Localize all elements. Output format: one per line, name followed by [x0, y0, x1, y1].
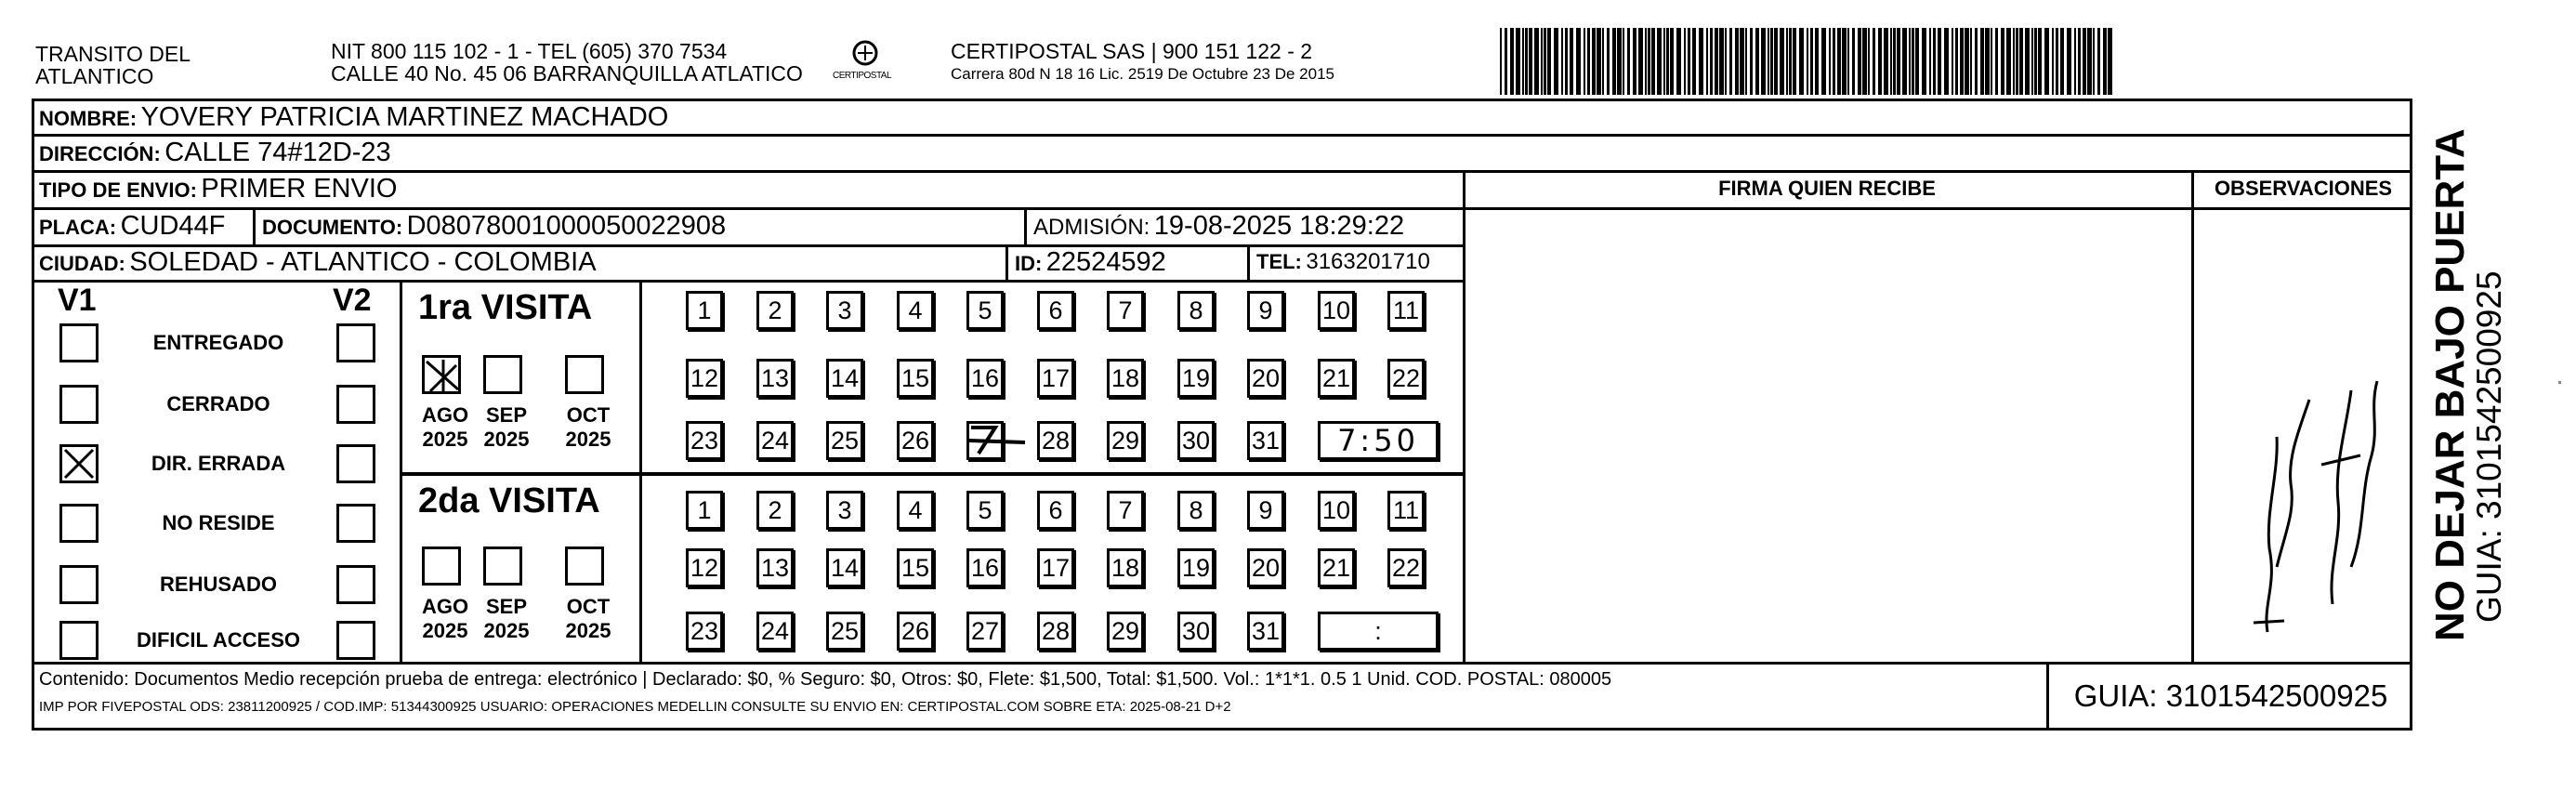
barcode-bar	[1912, 28, 1914, 95]
day-box-5[interactable]: 5	[966, 291, 1004, 330]
barcode-bar	[1862, 28, 1867, 95]
id-row	[1015, 247, 1166, 278]
day-box-1[interactable]: 1	[686, 291, 723, 330]
day-box-8[interactable]: 8	[1177, 491, 1215, 530]
direccion-label: DIRECCIÓN:	[39, 142, 161, 165]
first-visit-title: 1ra VISITA	[418, 288, 593, 327]
admision-label: ADMISIÓN:	[1033, 215, 1150, 240]
v2-checkbox[interactable]	[336, 504, 375, 543]
day-box-28[interactable]: 28	[1037, 421, 1074, 460]
day-box-5[interactable]: 5	[966, 491, 1004, 530]
barcode-bar	[1815, 28, 1819, 95]
barcode-bar	[2067, 28, 2071, 95]
checkmark-x-icon	[62, 447, 96, 481]
tel-row	[1256, 249, 1430, 275]
v1-label: V1	[58, 283, 97, 318]
day-box-4[interactable]: 4	[897, 291, 934, 330]
day-box-21[interactable]: 21	[1318, 548, 1355, 587]
tel-value: 3163201710	[1306, 249, 1430, 274]
day-box-29[interactable]: 29	[1107, 612, 1144, 651]
courier-license: Carrera 80d N 18 16 Lic. 2519 De Octubre 23 De 2015	[951, 65, 1334, 83]
barcode-bar	[1529, 28, 1532, 95]
barcode-bar	[1710, 28, 1713, 95]
barcode-bar	[1617, 28, 1622, 95]
sender-nit-line: NIT 800 115 102 - 1 - TEL (605) 370 7534	[331, 39, 728, 63]
day-box-25[interactable]: 25	[826, 421, 863, 460]
day-box-21[interactable]: 21	[1318, 359, 1355, 398]
day-box-16[interactable]: 16	[966, 548, 1004, 587]
year-label: 2025	[483, 619, 530, 642]
barcode-bar	[1852, 28, 1855, 95]
barcode-bar	[1592, 28, 1596, 95]
barcode-bar	[1633, 28, 1636, 95]
barcode-bar	[1676, 28, 1681, 95]
barcode-bar	[1833, 28, 1835, 95]
year-label: 2025	[565, 619, 611, 642]
barcode-bar	[1799, 28, 1804, 95]
observation-handwriting	[2212, 325, 2398, 641]
barcode-bar	[2093, 28, 2095, 95]
barcode-bar	[1651, 28, 1655, 95]
barcode-bar	[1576, 28, 1581, 95]
barcode-bar	[1837, 28, 1841, 95]
sender-address-line: CALLE 40 No. 45 06 BARRANQUILLA ATLATICO	[331, 61, 803, 86]
barcode-bar	[1868, 28, 1870, 95]
barcode-bar	[1970, 28, 1972, 95]
month-box[interactable]	[422, 355, 461, 394]
time-box[interactable]	[1318, 421, 1439, 460]
direccion-row	[39, 138, 391, 168]
sender-name: TRANSITO DEL ATLANTICO	[35, 42, 191, 88]
day-box-30[interactable]: 30	[1177, 421, 1215, 460]
barcode-bar	[1985, 28, 1990, 95]
barcode-bar	[1902, 28, 1907, 95]
barcode-bar	[1786, 28, 1788, 95]
day-box-23[interactable]: 23	[686, 612, 723, 651]
day-box-17[interactable]: 17	[1037, 359, 1074, 398]
barcode-bar	[1878, 28, 1882, 95]
month-label: SEP	[485, 403, 528, 427]
barcode-bar	[1670, 28, 1674, 95]
year-label: 2025	[422, 428, 468, 451]
v1-checkbox[interactable]	[59, 504, 99, 543]
day-box-10[interactable]: 10	[1318, 291, 1355, 330]
barcode-bar	[1645, 28, 1647, 95]
barcode-bar	[2031, 28, 2033, 95]
day-box-6[interactable]: 6	[1037, 491, 1074, 530]
barcode-bar	[1929, 28, 1931, 95]
barcode-bar	[1793, 28, 1796, 95]
day-box-29[interactable]: 29	[1107, 421, 1144, 460]
v2-label: V2	[333, 283, 372, 318]
year-label: 2025	[483, 428, 530, 451]
barcode-bar	[1789, 28, 1792, 95]
barcode-bar	[1547, 28, 1551, 95]
barcode-bar	[1725, 28, 1727, 95]
barcode-bar	[1715, 28, 1718, 95]
month-label: OCT	[566, 403, 611, 427]
id-label: ID:	[1015, 252, 1043, 275]
barcode-bar	[1602, 28, 1604, 95]
v2-checkbox[interactable]	[336, 444, 375, 483]
day-box-10[interactable]: 10	[1318, 491, 1355, 530]
nombre-row	[39, 102, 668, 133]
barcode-bar	[1933, 28, 1936, 95]
scan-speck	[2558, 381, 2561, 384]
day-box-14[interactable]: 14	[826, 359, 863, 398]
barcode-bar	[2019, 28, 2023, 95]
barcode-bar	[1688, 28, 1690, 95]
status-label: REHUSADO	[160, 573, 277, 596]
v1-checkbox[interactable]	[59, 385, 99, 424]
day-box-16[interactable]: 16	[966, 359, 1004, 398]
barcode-bar	[1541, 28, 1543, 95]
day-box-24[interactable]: 24	[756, 421, 794, 460]
barcode-bar	[1768, 28, 1769, 95]
id-value: 22524592	[1045, 247, 1166, 277]
barcode-bar	[1565, 28, 1568, 95]
barcode-bar	[1810, 28, 1813, 95]
month-label: SEP	[485, 595, 528, 618]
barcode-bar	[1909, 28, 1911, 95]
barcode-bar	[2087, 28, 2092, 95]
day-box-13[interactable]: 13	[756, 359, 794, 398]
barcode-bar	[1770, 28, 1773, 95]
barcode-bar	[1829, 28, 1831, 95]
day-box-31[interactable]: 31	[1247, 612, 1284, 651]
month-box[interactable]	[565, 546, 604, 586]
logo-text: CERTIPOSTAL	[833, 71, 892, 81]
day-box-27[interactable]: 27	[966, 612, 1004, 651]
month-label: OCT	[566, 595, 611, 618]
barcode-bar	[1890, 28, 1892, 95]
year-label: 2025	[565, 428, 611, 451]
contenido-line: Contenido: Documentos Medio recepción prueba de entrega: electrónico | Declarado: $0, % Seguro: $0, Otros: $0, Flete: $1,500, Total: $1,500. Vol.: 1*1*1. 0.5 1 Unid. COD. POSTAL: 080005	[39, 669, 1612, 690]
barcode-bar	[1584, 28, 1585, 95]
firma-header: FIRMA QUIEN RECIBE	[1718, 177, 1936, 200]
day-box-28[interactable]: 28	[1037, 612, 1074, 651]
barcode-bar	[1842, 28, 1847, 95]
barcode-bar	[1684, 28, 1686, 95]
barcode-bar	[1570, 28, 1573, 95]
day-box-3[interactable]: 3	[826, 291, 863, 330]
barcode-bar	[1745, 28, 1747, 95]
barcode-bar	[1750, 28, 1753, 95]
barcode-bar	[1522, 28, 1524, 95]
ciudad-value: SOLEDAD - ATLANTICO - COLOMBIA	[129, 247, 597, 277]
barcode-bar	[1627, 28, 1630, 95]
day-box-25[interactable]: 25	[826, 612, 863, 651]
month-box[interactable]	[565, 355, 604, 394]
side-warning: NO DEJAR BAJO PUERTA	[2427, 128, 2473, 641]
day-box-30[interactable]: 30	[1177, 612, 1215, 651]
v2-checkbox[interactable]	[336, 621, 375, 660]
day-box-19[interactable]: 19	[1177, 548, 1215, 587]
barcode-bar	[2052, 28, 2054, 95]
barcode-bar	[1534, 28, 1539, 95]
day-box-7[interactable]: 7	[1107, 291, 1144, 330]
barcode-bar	[2083, 28, 2086, 95]
documento-row	[262, 211, 726, 242]
day-box-2[interactable]: 2	[756, 291, 794, 330]
barcode-bar	[1807, 28, 1808, 95]
barcode-bar	[1657, 28, 1662, 95]
footer-guia: GUIA: 3101542500925	[2073, 678, 2388, 713]
barcode-bar	[1666, 28, 1669, 95]
day-box-24[interactable]: 24	[756, 612, 794, 651]
barcode-bar	[1847, 28, 1849, 95]
day-box-7[interactable]: 7	[1107, 491, 1144, 530]
barcode-bar	[2025, 28, 2030, 95]
day-box-11[interactable]: 11	[1387, 291, 1425, 330]
month-label: AGO	[421, 595, 469, 618]
barcode-bar	[2060, 28, 2064, 95]
side-guia: GUIA: 3101542500925	[2470, 270, 2508, 623]
day-box-19[interactable]: 19	[1177, 359, 1215, 398]
time-box[interactable]: :	[1318, 612, 1439, 651]
barcode-bar	[1516, 28, 1520, 95]
barcode-bar	[1692, 28, 1696, 95]
barcode-bar	[2038, 28, 2042, 95]
barcode-bar	[1623, 28, 1624, 95]
day-box-15[interactable]: 15	[897, 548, 934, 587]
observaciones-header: OBSERVACIONES	[2214, 177, 2393, 200]
barcode-bar	[1893, 28, 1896, 95]
barcode-bar	[2097, 28, 2100, 95]
barcode-bar	[1500, 28, 1502, 95]
barcode-bar	[1774, 28, 1778, 95]
barcode-bar	[1873, 28, 1875, 95]
barcode	[1500, 28, 2206, 95]
ciudad-row	[39, 247, 597, 278]
v2-checkbox[interactable]	[336, 565, 375, 604]
barcode-bar	[1938, 28, 1941, 95]
day-box-12[interactable]: 12	[686, 548, 723, 587]
barcode-bar	[1965, 28, 1969, 95]
v1-checkbox[interactable]	[59, 621, 99, 660]
ciudad-label: CIUDAD:	[39, 252, 125, 275]
direccion-value: CALLE 74#12D-23	[164, 138, 391, 167]
barcode-bar	[1991, 28, 1992, 95]
barcode-bar	[2016, 28, 2018, 95]
day-box-14[interactable]: 14	[826, 548, 863, 587]
status-label: DIR. ERRADA	[151, 452, 286, 475]
barcode-bar	[1544, 28, 1546, 95]
barcode-bar	[1780, 28, 1784, 95]
barcode-bar	[1922, 28, 1926, 95]
barcode-bar	[1980, 28, 1984, 95]
status-label: DIFICIL ACCESO	[136, 628, 300, 652]
barcode-bar	[1505, 28, 1507, 95]
v1-checkbox[interactable]	[59, 323, 99, 362]
barcode-bar	[1638, 28, 1643, 95]
barcode-bar	[1510, 28, 1514, 95]
month-box[interactable]	[483, 355, 522, 394]
observation-text	[2212, 604, 2222, 605]
checkmark-x-icon	[425, 358, 462, 395]
day-box-27[interactable]	[966, 421, 1004, 460]
barcode-bar	[1944, 28, 1949, 95]
side-text	[2427, 121, 2530, 641]
month-box[interactable]	[422, 546, 461, 586]
barcode-bar	[1561, 28, 1563, 95]
v1-checkbox[interactable]	[59, 565, 99, 604]
barcode-bar	[1706, 28, 1708, 95]
day-box-6[interactable]: 6	[1037, 291, 1074, 330]
day-box-4[interactable]: 4	[897, 491, 934, 530]
day-box-23[interactable]: 23	[686, 421, 723, 460]
barcode-bar	[1960, 28, 1964, 95]
barcode-bar	[1761, 28, 1766, 95]
barcode-bar	[2103, 28, 2107, 95]
barcode-bar	[1995, 28, 1998, 95]
day-box-8[interactable]: 8	[1177, 291, 1215, 330]
placa-value: CUD44F	[120, 211, 226, 241]
barcode-bar	[2056, 28, 2058, 95]
nombre-value: YOVERY PATRICIA MARTINEZ MACHADO	[140, 102, 669, 132]
barcode-bar	[1821, 28, 1826, 95]
barcode-bar	[1612, 28, 1616, 95]
day-box-9[interactable]: 9	[1247, 291, 1284, 330]
day-box-11[interactable]: 11	[1387, 491, 1425, 530]
day-box-18[interactable]: 18	[1107, 548, 1144, 587]
barcode-bar	[1915, 28, 1919, 95]
placa-row	[39, 211, 225, 242]
day-box-26[interactable]: 26	[897, 421, 934, 460]
barcode-bar	[1884, 28, 1888, 95]
barcode-bar	[1755, 28, 1759, 95]
status-label: ENTREGADO	[152, 331, 284, 354]
barcode-bar	[2013, 28, 2015, 95]
v2-checkbox[interactable]	[336, 385, 375, 424]
barcode-bar	[1587, 28, 1590, 95]
placa-label: PLACA:	[39, 216, 117, 239]
barcode-bar	[1648, 28, 1650, 95]
v1-checkbox[interactable]	[59, 444, 99, 483]
nombre-label: NOMBRE:	[39, 107, 138, 130]
day-box-20[interactable]: 20	[1247, 548, 1284, 587]
barcode-bar	[1858, 28, 1861, 95]
imp-line: IMP POR FIVEPOSTAL ODS: 23811200925 / COD.IMP: 51344300925 USUARIO: OPERACIONES MEDELLIN CONSULTE SU ENVIO EN: CERTIPOSTAL.COM SOBRE ETA: 2025-08-21 D+2	[39, 699, 1231, 715]
documento-value: D08078001000050022908	[406, 211, 727, 241]
barcode-bar	[1597, 28, 1601, 95]
day-box-31[interactable]: 31	[1247, 421, 1284, 460]
v2-checkbox[interactable]	[336, 323, 375, 362]
certipostal-logo	[833, 37, 898, 86]
month-box[interactable]	[483, 546, 522, 586]
barcode-bar	[1663, 28, 1665, 95]
barcode-bar	[1740, 28, 1744, 95]
day-box-22[interactable]: 22	[1387, 359, 1425, 398]
barcode-bar	[1607, 28, 1610, 95]
day-box-26[interactable]: 26	[897, 612, 934, 651]
day-box-3[interactable]: 3	[826, 491, 863, 530]
admision-value: 19-08-2025 18:29:22	[1153, 211, 1405, 241]
day-box-13[interactable]: 13	[756, 548, 794, 587]
tipo-row	[39, 174, 397, 204]
day-box-18[interactable]: 18	[1107, 359, 1144, 398]
handwritten-strike-icon	[967, 422, 1027, 459]
barcode-bar	[2001, 28, 2004, 95]
courier-line: CERTIPOSTAL SAS | 900 151 122 - 2	[951, 39, 1313, 63]
tel-label: TEL:	[1256, 250, 1302, 273]
documento-label: DOCUMENTO:	[262, 216, 403, 239]
day-box-17[interactable]: 17	[1037, 548, 1074, 587]
day-box-12[interactable]: 12	[686, 359, 723, 398]
status-label: CERRADO	[166, 392, 270, 415]
barcode-bar	[1955, 28, 1958, 95]
barcode-bar	[1735, 28, 1739, 95]
barcode-bar	[1525, 28, 1528, 95]
barcode-bar	[1975, 28, 1978, 95]
day-box-15[interactable]: 15	[897, 359, 934, 398]
day-box-1[interactable]: 1	[686, 491, 723, 530]
barcode-bar	[2006, 28, 2011, 95]
barcode-bar	[2034, 28, 2037, 95]
barcode-bar	[1719, 28, 1724, 95]
barcode-bar	[1952, 28, 1953, 95]
status-label: NO RESIDE	[162, 511, 275, 534]
barcode-bar	[2044, 28, 2049, 95]
day-box-2[interactable]: 2	[756, 491, 794, 530]
barcode-bar	[2108, 28, 2112, 95]
barcode-bar	[1897, 28, 1900, 95]
barcode-bar	[2078, 28, 2081, 95]
barcode-bar	[2074, 28, 2076, 95]
handwritten-time: 7:50	[1337, 423, 1419, 458]
month-label: AGO	[421, 403, 469, 427]
admision-row	[1033, 211, 1404, 242]
tipo-label: TIPO DE ENVIO:	[39, 178, 197, 202]
year-label: 2025	[422, 619, 468, 642]
day-box-22[interactable]: 22	[1387, 548, 1425, 587]
tipo-value: PRIMER ENVIO	[201, 174, 398, 204]
barcode-bar	[1699, 28, 1703, 95]
barcode-bar	[1554, 28, 1558, 95]
barcode-bar	[1729, 28, 1732, 95]
day-box-9[interactable]: 9	[1247, 491, 1284, 530]
second-visit-title: 2da VISITA	[418, 481, 600, 520]
day-box-20[interactable]: 20	[1247, 359, 1284, 398]
